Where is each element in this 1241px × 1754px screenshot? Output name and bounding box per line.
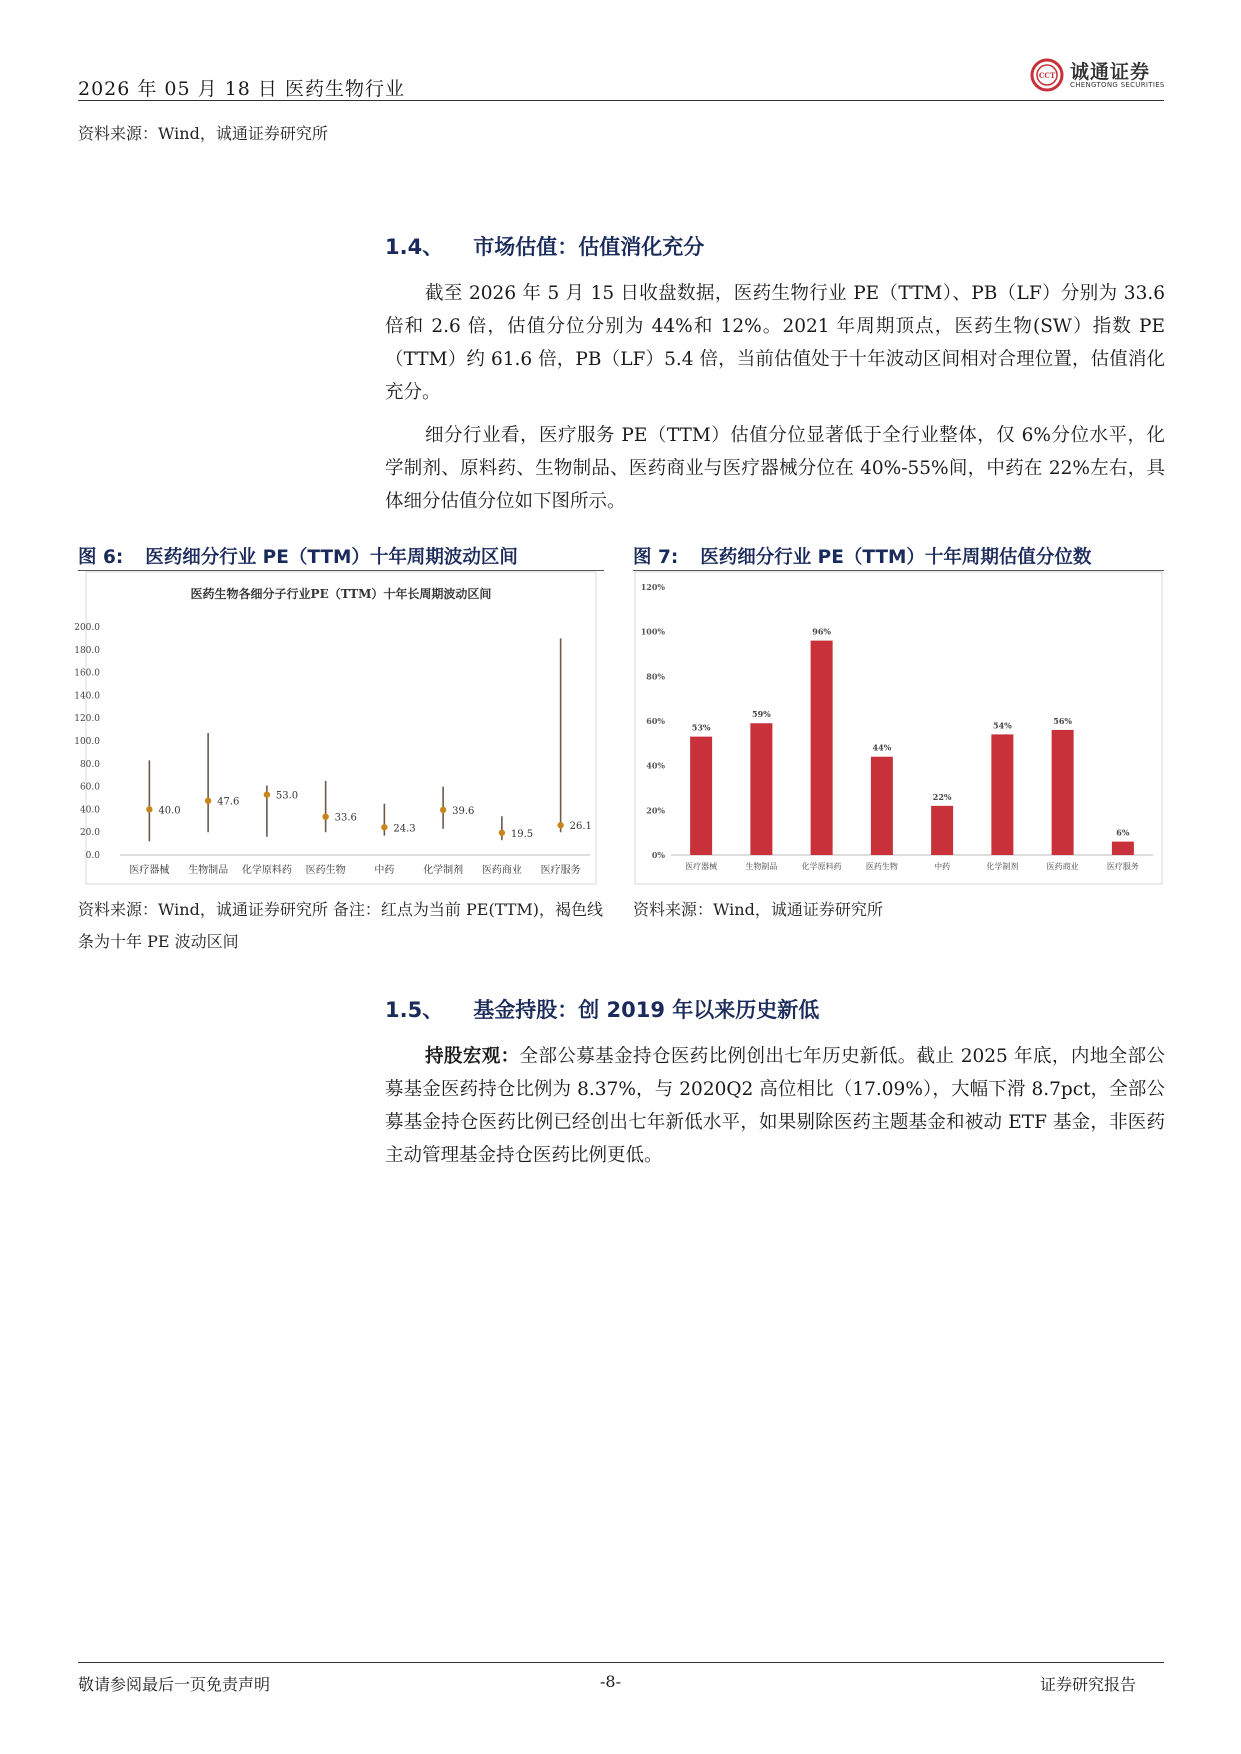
current-pe-point [440,807,446,813]
figure-title-text: 医药细分行业 PE（TTM）十年周期估值分位数 [700,547,1092,568]
y-tick-label: 60.0 [79,782,100,793]
company-logo [1030,56,1170,96]
y-tick-label: 120% [640,582,665,592]
percentile-bar [991,734,1013,855]
logo-mark: CCT [1038,71,1056,80]
chart-title: 医药生物各细分子行业PE（TTM）十年长周期波动区间 [190,587,492,601]
data-label: 54% [993,720,1012,731]
x-tick-label: 中药 [374,865,395,876]
current-pe-point [264,791,270,797]
section-1-5-body [385,1040,1165,1172]
current-pe-point [205,798,211,804]
paragraph: 细分行业看，医疗服务 PE（TTM）估值分位显著低于全行业整体，仅 6%分位水平，化学制剂、原料药、生物制品、医药商业与医疗器械分位在 40%-55%间，中药在 22%左右，具体细分估值分位如下图所示。 [385,425,1165,512]
logo-name-en: CHENGTONG SECURITIES [1070,81,1165,89]
footer-report-type: 证券研究报告 [1040,1675,1137,1694]
y-tick-label: 20% [646,805,665,816]
percentile-bar [811,641,833,855]
y-tick-label: 100% [640,626,665,637]
data-label: 53.0 [275,790,299,802]
current-pe-point [322,813,328,819]
percentile-bar [690,737,712,855]
header-rule [78,100,1164,101]
current-pe-point [557,822,563,828]
figure-title-text: 医药细分行业 PE（TTM）十年周期波动区间 [145,547,518,568]
x-tick-label: 化学制剂 [423,865,464,876]
data-label: 26.1 [569,821,592,833]
y-tick-label: 40% [646,760,665,771]
data-label: 22% [932,791,952,802]
y-tick-label: 160.0 [74,668,100,679]
x-tick-label: 化学原料药 [241,865,292,876]
figure-7-rule [633,570,1164,571]
figure-number: 图 6: [78,547,124,568]
y-tick-label: 60% [646,716,665,726]
x-tick-label: 医药商业 [481,865,522,876]
data-label: 40.0 [158,805,181,817]
y-tick-label: 140.0 [74,691,100,702]
percentile-bar [750,723,772,855]
section-heading-1-4 [385,231,704,261]
percentile-bar [931,806,953,855]
paragraph: 截至 2026 年 5 月 15 日收盘数据，医药生物行业 PE（TTM）、PB（LF）分别为 33.6 倍和 2.6 倍，估值分位分别为 44%和 12%。2021 年周期顶点，医药生物(SW）指数 PE（TTM）约 61.6 倍，PB（LF）5.4 倍，当前估值处于十年波动区间相对合理位置，估值消化充分。 [385,283,1165,403]
y-tick-label: 120.0 [74,714,100,725]
chart-frame [635,572,1162,884]
x-tick-label: 医疗服务 [540,865,581,876]
data-label: 33.6 [334,812,357,824]
section-heading-1-5 [385,994,819,1024]
logo-emblem-icon [1030,58,1064,92]
header-date-sector: 2026 年 05 月 18 日 医药生物行业 [78,78,405,100]
y-tick-label: 0.0 [85,851,100,861]
logo-name-cn: 诚通证券 [1070,61,1151,83]
y-tick-label: 80% [646,671,665,682]
current-pe-point [381,824,387,830]
footer-disclaimer: 敬请参阅最后一页免责声明 [78,1675,271,1694]
percentile-bar [871,757,893,855]
paragraph [385,1040,1165,1172]
pe-percentile-chart [633,572,1164,886]
data-label: 6% [1116,827,1130,838]
current-pe-point [146,806,152,812]
x-tick-label: 化学原料药 [801,862,842,871]
data-label: 44% [872,742,892,753]
y-tick-label: 20.0 [79,828,100,839]
section-title-text: 基金持股：创 2019 年以来历史新低 [473,998,820,1022]
figure-6-source: 资料来源：Wind，诚通证券研究所 备注：红点为当前 PE(TTM)，褐色线条为十年 PE 波动区间 [78,900,603,951]
paragraph-lead: 持股宏观： [425,1046,520,1067]
section-title-text: 市场估值：估值消化充分 [473,235,705,259]
percentile-bar [1112,842,1134,855]
section-number: 1.4、 [385,235,444,259]
data-label: 53% [691,722,711,733]
x-tick-label: 化学制剂 [986,862,1019,871]
data-label: 47.6 [217,796,240,808]
pe-range-chart [74,572,604,886]
data-label: 24.3 [393,823,416,835]
y-tick-label: 40.0 [79,805,100,816]
y-tick-label: 80.0 [79,759,100,770]
section-number: 1.5、 [385,998,444,1022]
y-tick-label: 0% [651,850,665,860]
data-label: 56% [1053,715,1072,726]
data-label: 59% [752,709,771,720]
figure-number: 图 7: [633,547,679,568]
x-tick-label: 医药生物 [865,862,898,871]
figure-7-title [633,543,1091,569]
paragraph-text: 全部公募基金持仓医药比例创出七年历史新低。截止 2025 年底，内地全部公募基金医药持仓比例为 8.37%，与 2020Q2 高位相比（17.09%），大幅下滑 8.7pct，全部公募基金持仓医药比例已经创出七年新低水平，如果剔除医药主题基金和被动 ETF 基金，非医药主动管理基金持仓医药比例更低。 [385,1046,1165,1166]
x-tick-label: 医疗器械 [685,862,718,871]
data-label: 96% [812,626,831,637]
y-tick-label: 180.0 [74,645,100,656]
figure-6-title [78,543,518,569]
page-number: -8- [600,1672,621,1691]
footer-rule [78,1662,1164,1663]
data-label: 39.6 [452,805,475,817]
y-tick-label: 100.0 [74,737,100,747]
x-tick-label: 生物制品 [188,865,229,876]
top-source-note: 资料来源：Wind，诚通证券研究所 [78,124,328,143]
current-pe-point [499,830,505,836]
percentile-bar [1052,730,1074,855]
figure-6-rule [78,570,604,571]
x-tick-label: 医疗服务 [1106,862,1139,871]
figure-7-source: 资料来源：Wind，诚通证券研究所 [633,900,883,919]
section-1-4-body [385,277,1165,518]
x-tick-label: 医药商业 [1046,862,1079,871]
x-tick-label: 医药生物 [305,865,346,876]
x-tick-label: 生物制品 [745,862,778,871]
y-tick-label: 200.0 [74,623,100,633]
x-tick-label: 中药 [934,862,951,871]
data-label: 19.5 [510,828,534,840]
x-tick-label: 医疗器械 [129,865,170,876]
